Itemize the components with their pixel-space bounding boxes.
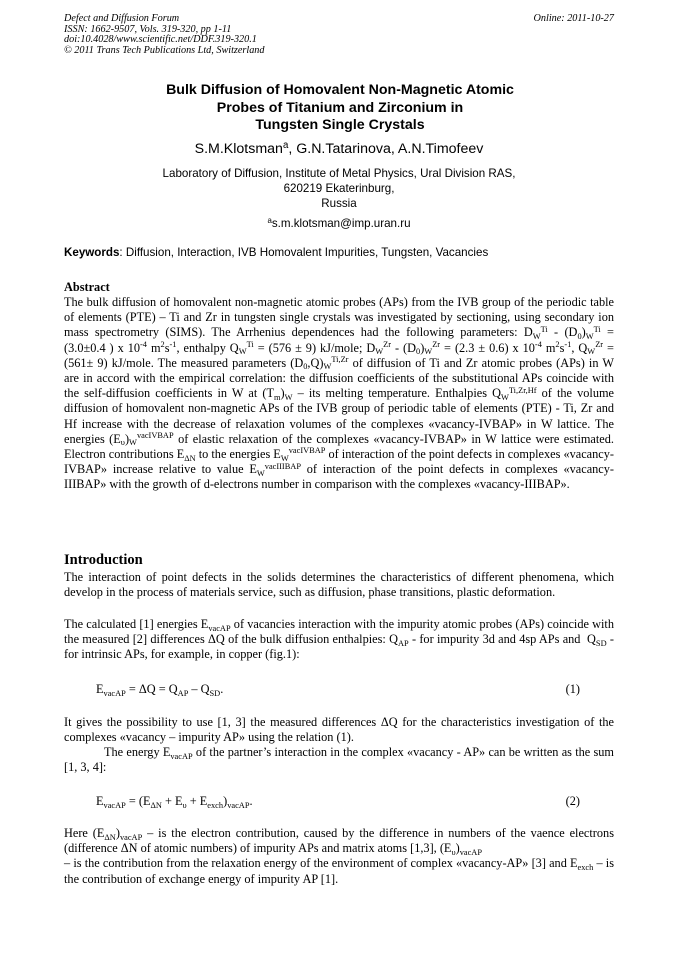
journal-header <box>64 14 264 56</box>
doi-line: doi:10.4028/www.scientific.net/DDF.319-320.1 <box>64 34 257 46</box>
intro-paragraph-5: Here $(E_{\Delta N})_{vacAP}$ – is the electron contribution, caused by the difference in numbers of the vaence electrons (difference ΔN of atomic numbers) of impurity APs and matrix atoms [1,3], $(E_\upsilon)_{vacAP}$ – is the contribution from the relaxation energy of the environment of complex «vacancy-AP» [3] and $E_{exch}$ – is the contribution of exchange energy of impurity AP [1]. <box>64 826 615 886</box>
equation-1-number: (1) <box>565 682 580 696</box>
title-line-2: Probes of Titanium and Zirconium in <box>216 99 464 116</box>
author-list <box>60 141 618 158</box>
title-line-3: Tungsten Single Crystals <box>255 117 425 134</box>
email-mark: a <box>267 215 272 225</box>
journal-name: Defect and Diffusion Forum <box>64 13 180 24</box>
equation-1: $E_{vacAP} = \Delta Q = Q_{AP} - Q_{SD}$. (1) <box>96 682 580 698</box>
author-email <box>60 216 618 231</box>
keywords <box>64 245 624 260</box>
affiliation-line-1: Laboratory of Diffusion, Institute of Metal Physics, Ural Division RAS, <box>162 167 516 180</box>
equation-2: $E_{vacAP} = (E_{\Delta N} + E_\upsilon + E_{exch})_{vacAP}$. (2) <box>96 794 580 810</box>
abstract-heading: Abstract <box>64 280 110 294</box>
affiliation-line-3: Russia <box>321 197 357 210</box>
intro-paragraph-2: The calculated [1] energies $E_{vacAP}$ of vacancies interaction with the impurity atomic probes (APs) coincide with the measured [2] differences ΔQ of the bulk diffusion enthalpies: $Q_{AP}$ - for impurity 3d and 4sp APs and $Q_{SD}$ - for intrinsic APs, for example, in copper (fig.1): <box>64 617 614 662</box>
keywords-list: : Diffusion, Interaction, IVB Homovalent Impurities, Tungsten, Vacancies <box>119 246 489 259</box>
intro-paragraph-4: The energy $E_{vacAP}$ of the partner’s interaction in the complex «vacancy - AP» can be written as the sum [1, 3, 4]: <box>64 745 614 775</box>
email-address: s.m.klotsman@imp.uran.ru <box>271 217 411 230</box>
keywords-label: Keywords <box>64 246 120 259</box>
issn-line: ISSN: 1662-9507, Vols. 319-320, pp 1-11 <box>64 23 232 35</box>
intro-paragraph-1: The interaction of point defects in the solids determines the characteristics of different phenomena, which develop in the process of materials service, such as diffusion, phase transitions, plastic deformation. <box>64 570 614 600</box>
copyright-line: © 2011 Trans Tech Publications Ltd, Switzerland <box>64 44 265 56</box>
introduction-heading: Introduction <box>64 552 143 568</box>
title-line-1: Bulk Diffusion of Homovalent Non-Magnetic Atomic <box>166 82 514 98</box>
affiliation-line-2: 620219 Ekaterinburg, <box>283 182 395 195</box>
author-primary: S.M.Klotsman <box>194 141 283 157</box>
author-affil-mark: a <box>282 139 289 151</box>
affiliation <box>60 166 618 211</box>
online-date: Online: 2011-10-27 <box>533 13 614 24</box>
equation-2-number: (2) <box>565 794 580 808</box>
author-others: , G.N.Tatarinova, A.N.Timofeev <box>288 141 484 157</box>
abstract-text: The bulk diffusion of homovalent non-magnetic atomic probes (APs) from the IVB group of the periodic table of elements (PTE) – Ti and Zr in tungsten single crystals was investigated by sectioning, using secondary ion mass spectrometry (SIMS). The Arrhenius dependences had the following parameters: $D_W^{Ti} - (D_0)_W^{Ti} = (3.0\pm 0.4$ ) x $10^{-4}$ $m^2s^{-1}$, enthalpy $Q_W^{Ti} = (576 \pm 9)$ kJ/mole; $D_W^{Zr} - (D_0)_W^{Zr} = (2.3 \pm 0.6)$ x $10^{-4}$ $m^2s^{-1}$, $Q_W^{Zr} = (561\pm 9)$ kJ/mole. The measured parameters $(D_0,Q)_W^{Ti,Zr}$ of diffusion of Ti and Zr atomic probes (APs) in W are in accord with the empirical correlation: the diffusion coefficients of the substitutional APs coincide with the self-diffusion coefficients in W at $(T_m)_W$ – its melting temperature. Enthalpies $Q_W^{Ti,Zr,Hf}$ of the volume diffusion of homovalent non-magnetic APs of the IVB group of periodic table of elements (PTE) - Ti, Zr and Hf increase with the decrease of relaxation volumes of the complexes «vacancy-IVBAP» in W lattice. The energies $(E_\upsilon)_W^{vacIVBAP}$ of elastic relaxation of the complexes «vacancy-IVBAP» in W lattice were estimated. Electron contributions $E_{\Delta N}$ to the energies $E_W^{vacIVBAP}$ of interaction of the point defects in complexes «vacancy-IVBAP» increase relative to value $E_W^{vacIIIBAP}$ of interaction of the point defects in complexes «vacancy-IIIBAP» with the growth of d-electrons number in comparison with the complexes «vacancy-IIIBAP». <box>64 295 614 492</box>
paper-title <box>90 82 590 135</box>
intro-paragraph-3: It gives the possibility to use [1, 3] the measured differences ΔQ for the characteristics investigation of the complexes «vacancy – impurity AP» using the relation (1). <box>64 715 614 745</box>
